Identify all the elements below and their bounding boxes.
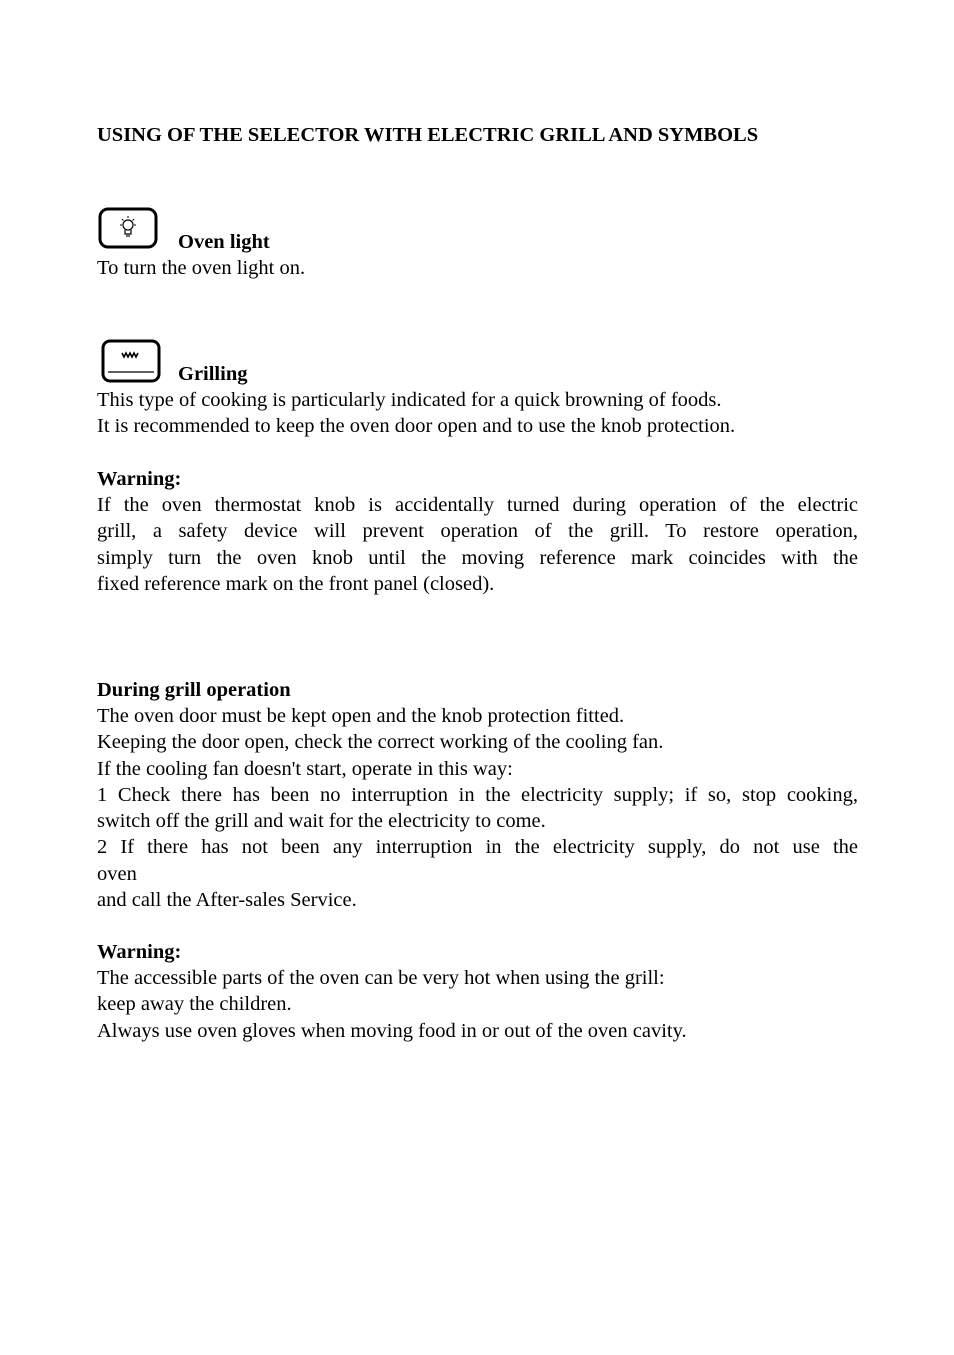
warning-paragraph [97,492,858,597]
during-grill-line: and call the After-sales Service. [97,889,357,912]
during-grill-line: switch off the grill and wait for the electricity to come. [97,810,546,833]
grilling-heading: Grilling [178,363,248,385]
warning-2-line: keep away the children. [97,993,292,1016]
during-grill-line: If the cooling fan doesn't start, operate in this way: [97,757,513,780]
warning-line: fixed reference mark on the front panel (closed). [97,572,495,595]
oven-light-text: To turn the oven light on. [97,257,306,279]
warning-2-paragraph [97,965,858,1044]
during-grill-line: oven [97,862,137,885]
grilling-line-2: It is recommended to keep the oven door open and to use the knob protection. [97,415,736,437]
warning-2-line: The accessible parts of the oven can be very hot when using the grill: [97,967,665,989]
page-title: USING OF THE SELECTOR WITH ELECTRIC GRILL AND SYMBOLS [97,124,759,146]
warning-line: simply turn the oven knob until the moving reference mark coincides with the [97,546,858,569]
warning-2-heading: Warning: [97,941,182,963]
warning-heading: Warning: [97,468,182,490]
oven-light-heading: Oven light [178,231,270,253]
during-grill-paragraph [97,703,858,913]
during-grill-heading: During grill operation [97,679,291,701]
during-grill-line: 2 If there has not been any interruption in the electricity supply, do not use the [97,836,858,859]
grill-icon [101,339,161,383]
warning-line: If the oven thermostat knob is accidentally turned during operation of the electric [97,494,858,516]
during-grill-line: The oven door must be kept open and the knob protection fitted. [97,705,625,727]
lightbulb-icon [98,207,158,249]
during-grill-line: 1 Check there has been no interruption in the electricity supply; if so, stop cooking, [97,783,858,806]
during-grill-line: Keeping the door open, check the correct working of the cooling fan. [97,731,664,754]
grilling-line-1: This type of cooking is particularly indicated for a quick browning of foods. [97,389,722,411]
warning-2-line: Always use oven gloves when moving food in or out of the oven cavity. [97,1019,687,1042]
warning-line: grill, a safety device will prevent operation of the grill. To restore operation, [97,520,858,543]
